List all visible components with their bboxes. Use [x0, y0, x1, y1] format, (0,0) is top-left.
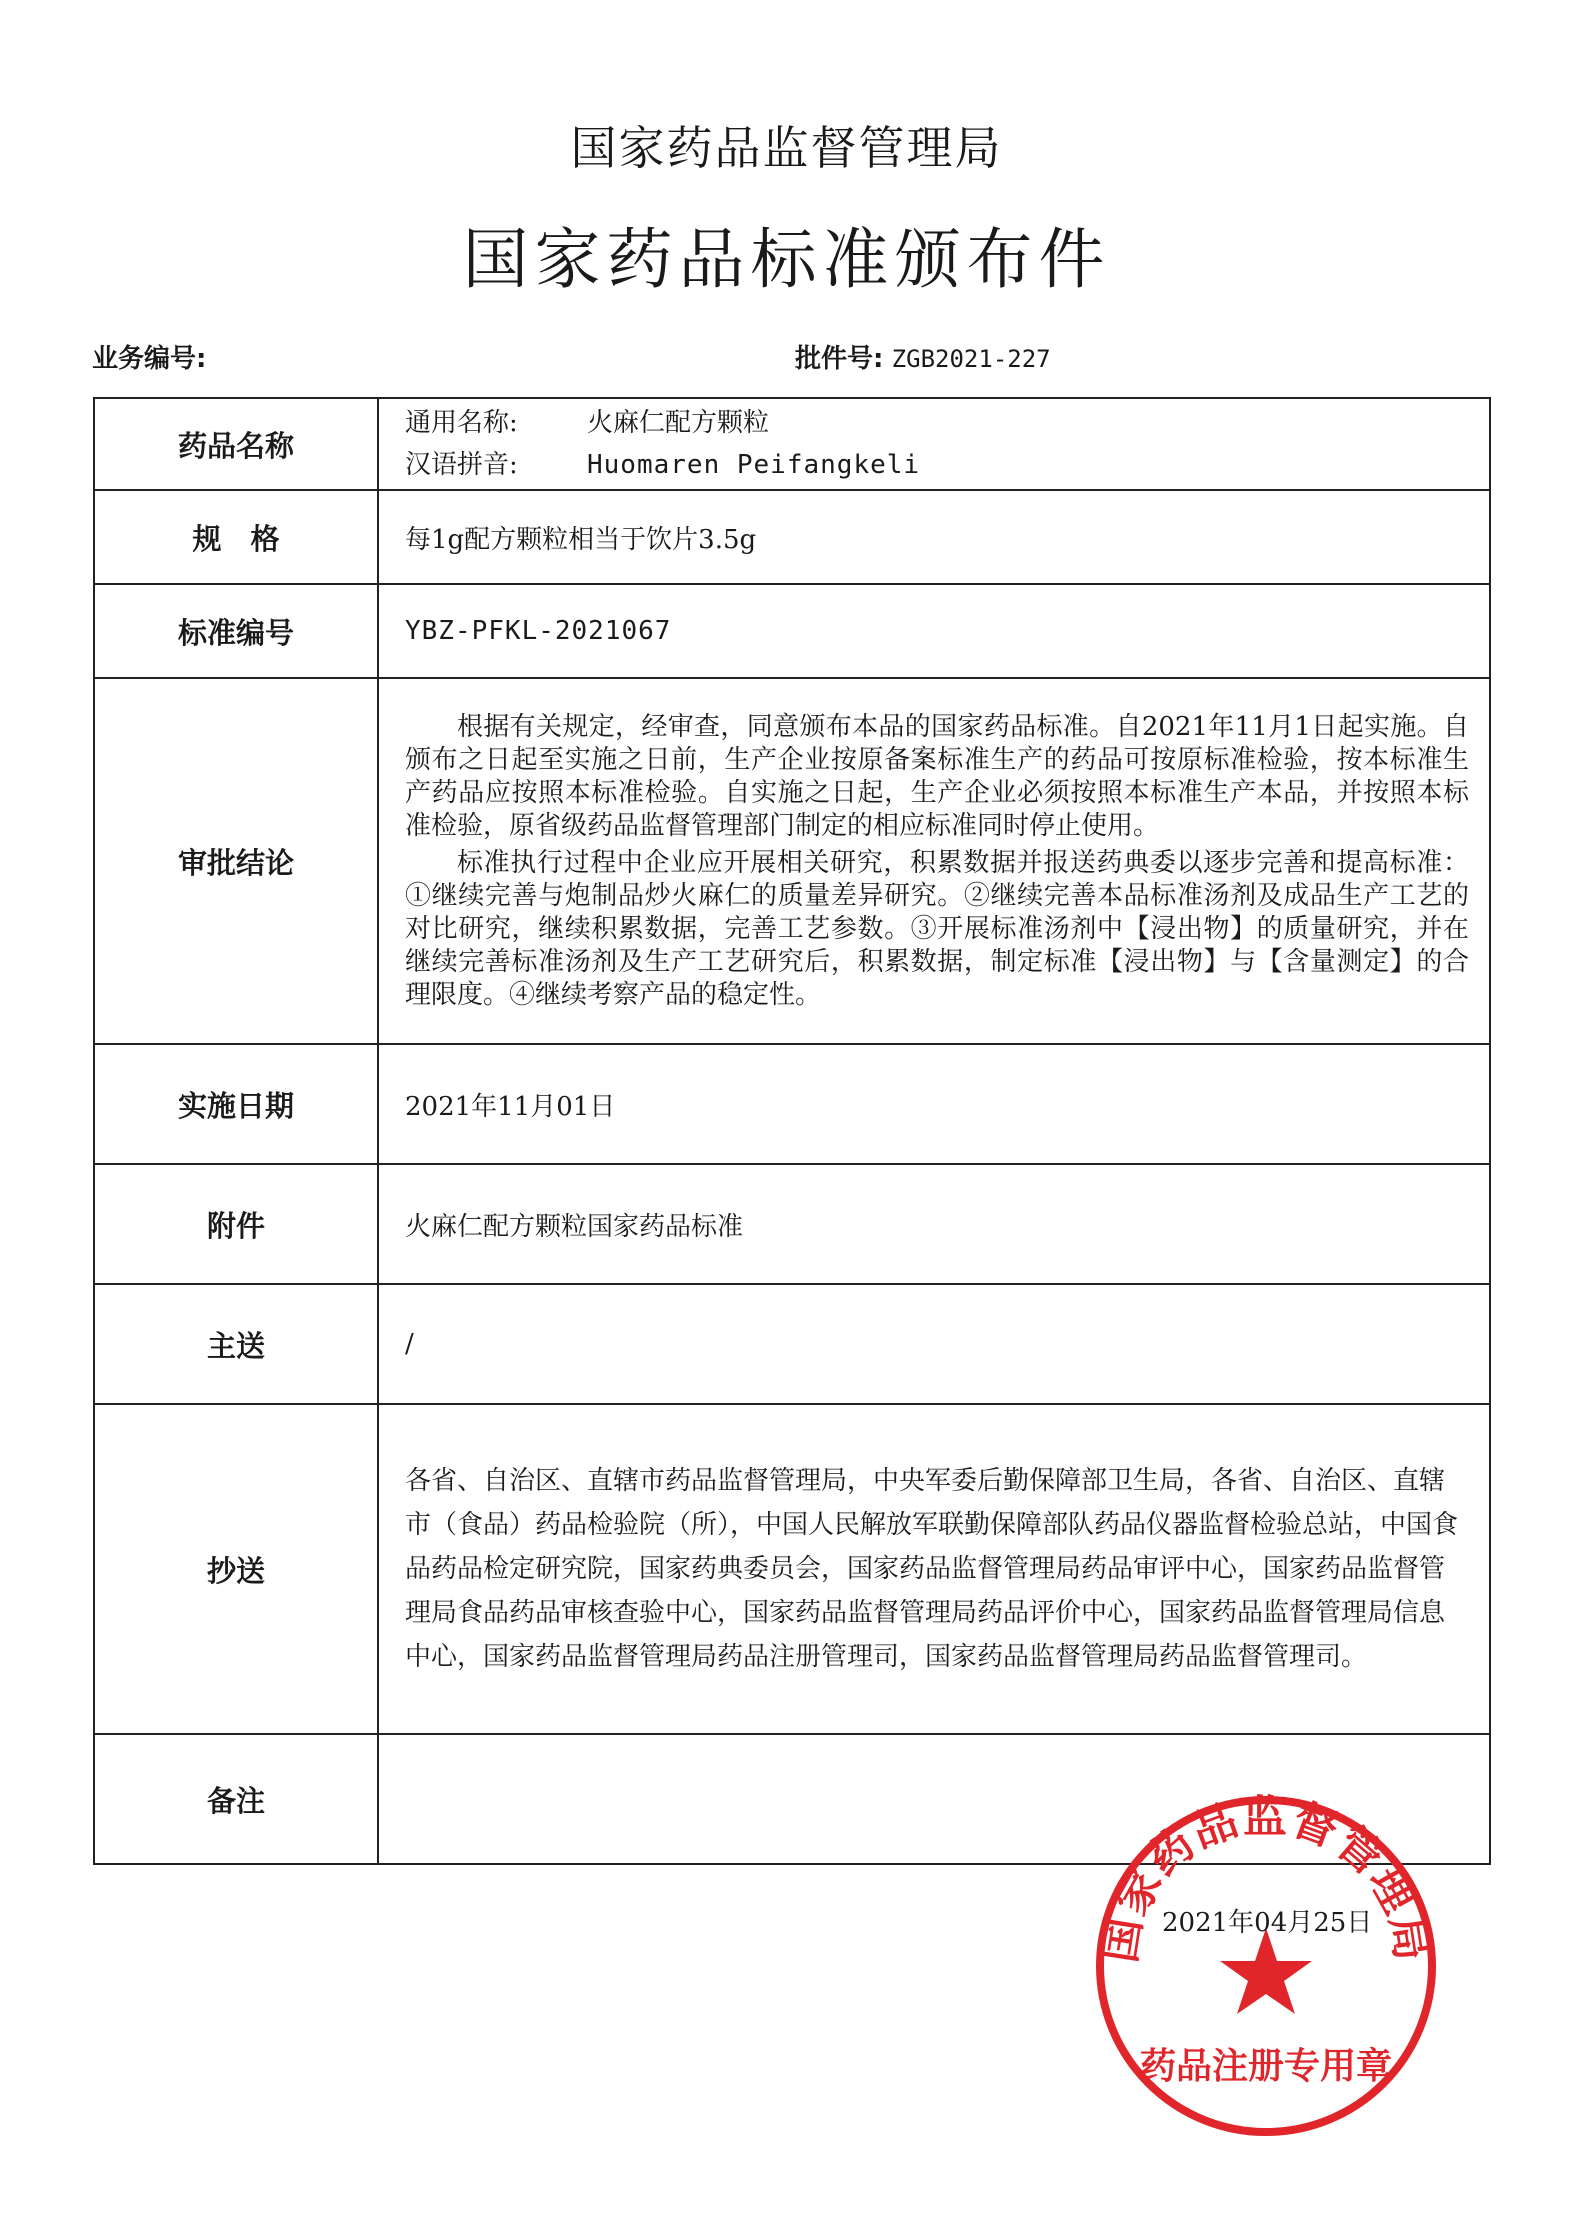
main-recipient-value: / [378, 1284, 1490, 1404]
common-name-line [405, 402, 1469, 444]
approval-number-label: 批件号: [795, 344, 884, 374]
row-cc [94, 1404, 1490, 1734]
row-attachment [94, 1164, 1490, 1284]
agency-name: 国家药品监督管理局 [570, 121, 1003, 175]
remarks-label: 备注 [94, 1734, 378, 1864]
pinyin-label: 汉语拼音: [405, 450, 518, 480]
cc-label: 抄送 [94, 1404, 378, 1734]
conclusion-label: 审批结论 [94, 678, 378, 1044]
seal-date: 2021年04月25日 [1162, 1908, 1373, 1938]
row-standard-number [94, 584, 1490, 678]
attachment-value: 火麻仁配方颗粒国家药品标准 [378, 1164, 1490, 1284]
seal-ring-text: 国家药品监督管理局 [1094, 1791, 1438, 1966]
official-seal [1090, 1790, 1442, 2142]
main-recipient-label: 主送 [94, 1284, 378, 1404]
effective-date-value: 2021年11月01日 [378, 1044, 1490, 1164]
conclusion-cell [378, 678, 1490, 1044]
effective-date-label: 实施日期 [94, 1044, 378, 1164]
seal-bottom-text: 药品注册专用章 [1139, 2046, 1393, 2087]
drug-name-label: 药品名称 [94, 398, 378, 490]
conclusion-paragraph-1: 根据有关规定，经审查，同意颁布本品的国家药品标准。自2021年11月1日起实施。自颁布之日起至实施之日前，生产企业按原备案标准生产的药品可按原标准检验，按本标准生产药品应按照本标准检验。自实施之日起，生产企业必须按照本标准生产本品，并按照本标准检验，原省级药品监督管理部门制定的相应标准同时停止使用。 [405, 711, 1469, 841]
row-drug-name [94, 398, 1490, 490]
drug-name-cell [378, 398, 1490, 490]
row-effective-date [94, 1044, 1490, 1164]
row-main-recipient [94, 1284, 1490, 1404]
standard-number-label: 标准编号 [94, 584, 378, 678]
spec-value: 每1g配方颗粒相当于饮片3.5g [378, 490, 1490, 584]
common-name-value: 火麻仁配方颗粒 [587, 408, 770, 438]
seal-star [1220, 1928, 1312, 2014]
business-number [92, 338, 206, 375]
pinyin-value: Huomaren Peifangkeli [587, 450, 921, 480]
cc-cell [378, 1404, 1490, 1734]
common-name-label: 通用名称: [405, 408, 518, 438]
document-title: 国家药品标准颁布件 [462, 221, 1111, 298]
row-spec [94, 490, 1490, 584]
standard-table [93, 397, 1491, 1865]
business-number-label: 业务编号: [92, 344, 207, 374]
pinyin-line [405, 444, 1469, 486]
approval-number-value: ZGB2021-227 [891, 345, 1051, 373]
conclusion-paragraph-2: 标准执行过程中企业应开展相关研究，积累数据并报送药典委以逐步完善和提高标准：①继续完善与炮制品炒火麻仁的质量差异研究。②继续完善本品标准汤剂及成品生产工艺的对比研究，继续积累数据，完善工艺参数。③开展标准汤剂中【浸出物】的质量研究，并在继续完善标准汤剂及生产工艺研究后，积累数据，制定标准【浸出物】与【含量测定】的合理限度。④继续考察产品的稳定性。 [405, 847, 1469, 1010]
attachment-label: 附件 [94, 1164, 378, 1284]
spec-label: 规 格 [94, 490, 378, 584]
approval-number [795, 338, 1051, 375]
cc-value: 各省、自治区、直辖市药品监督管理局，中央军委后勤保障部卫生局，各省、自治区、直辖市（食品）药品检验院（所），中国人民解放军联勤保障部队药品仪器监督检验总站，中国食品药品检定研究院，国家药典委员会，国家药品监督管理局药品审评中心，国家药品监督管理局食品药品审核查验中心，国家药品监督管理局药品评价中心，国家药品监督管理局信息中心，国家药品监督管理局药品注册管理司，国家药品监督管理局药品监督管理司。 [405, 1466, 1459, 1672]
row-conclusion [94, 678, 1490, 1044]
standard-number-value: YBZ-PFKL-2021067 [378, 584, 1490, 678]
